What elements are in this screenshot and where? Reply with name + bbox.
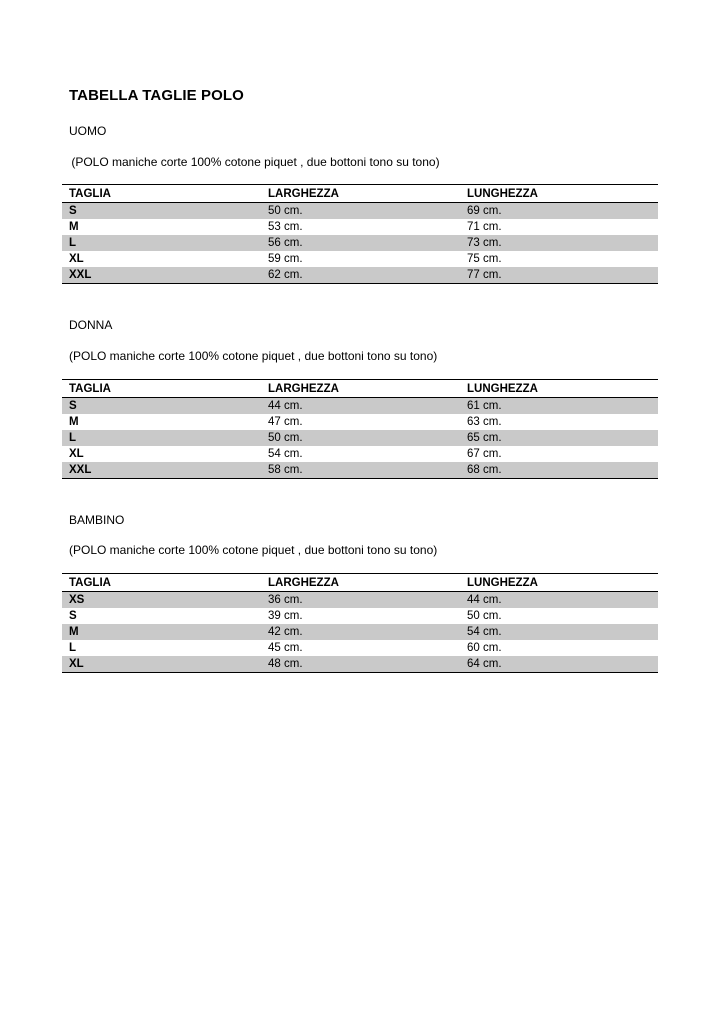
length-cell: 44 cm. [460,592,658,609]
table-row [62,251,658,267]
length-cell: 65 cm. [460,430,658,446]
width-cell: 59 cm. [268,253,303,265]
width-cell: 50 cm. [261,430,460,446]
header-size: TAGLIA [62,574,261,592]
size-cell: S [62,398,261,415]
length-cell: 63 cm. [467,416,502,428]
width-cell: 54 cm. [268,448,303,460]
section-label-uomo: UOMO [69,124,107,138]
width-cell: 42 cm. [261,624,460,640]
width-cell: 36 cm. [261,592,460,609]
size-cell: L [62,430,261,446]
table-header-row [62,574,658,592]
size-cell: S [69,610,77,622]
section-label-donna: DONNA [69,318,113,332]
table-row [62,608,658,624]
header-length: LUNGHEZZA [460,185,658,203]
width-cell: 50 cm. [261,203,460,220]
table-row [62,235,658,251]
length-cell: 71 cm. [467,221,502,233]
section-description-bambino: (POLO maniche corte 100% cotone piquet , due bottoni tono su tono) [69,543,438,557]
section-label-bambino: BAMBINO [69,513,125,527]
header-width: LARGHEZZA [261,185,460,203]
header-length: LUNGHEZZA [460,574,658,592]
table-row [62,624,658,640]
size-cell: M [69,221,79,233]
size-cell: XL [62,656,261,673]
length-cell: 61 cm. [460,398,658,415]
header-width: LARGHEZZA [261,380,460,398]
size-cell: S [62,203,261,220]
length-cell: 75 cm. [467,253,502,265]
length-cell: 69 cm. [460,203,658,220]
size-table-bambino [62,573,658,673]
size-cell: XL [69,448,84,460]
size-cell: XL [69,253,84,265]
header-size: TAGLIA [62,380,261,398]
width-cell: 44 cm. [261,398,460,415]
table-row [62,446,658,462]
width-cell: 53 cm. [268,221,303,233]
size-table-donna [62,379,658,479]
width-cell: 45 cm. [268,642,303,654]
header-width: LARGHEZZA [261,574,460,592]
size-cell: L [69,642,77,654]
length-cell: 67 cm. [467,448,502,460]
size-cell: M [62,624,261,640]
width-cell: 39 cm. [268,610,303,622]
table-row [62,592,658,609]
section-description-donna: (POLO maniche corte 100% cotone piquet , due bottoni tono su tono) [69,349,438,363]
width-cell: 56 cm. [261,235,460,251]
size-cell: L [62,235,261,251]
header-size: TAGLIA [62,185,261,203]
section-description-uomo: (POLO maniche corte 100% cotone piquet , due bottoni tono su tono) [68,155,440,169]
table-row [62,640,658,656]
header-length: LUNGHEZZA [460,380,658,398]
table-row [62,219,658,235]
width-cell: 58 cm. [261,462,460,479]
size-cell: XXL [62,462,261,479]
size-cell: XXL [62,267,261,284]
table-row [62,462,658,479]
width-cell: 48 cm. [261,656,460,673]
width-cell: 47 cm. [268,416,303,428]
table-row [62,398,658,415]
length-cell: 73 cm. [460,235,658,251]
length-cell: 68 cm. [460,462,658,479]
size-cell: M [69,416,79,428]
size-table-uomo [62,184,658,284]
length-cell: 60 cm. [467,642,502,654]
table-header-row [62,185,658,203]
length-cell: 64 cm. [460,656,658,673]
table-row [62,656,658,673]
table-row [62,203,658,220]
page-title: TABELLA TAGLIE POLO [69,87,244,104]
table-row [62,430,658,446]
table-header-row [62,380,658,398]
length-cell: 54 cm. [460,624,658,640]
width-cell: 62 cm. [261,267,460,284]
length-cell: 77 cm. [460,267,658,284]
table-row [62,414,658,430]
length-cell: 50 cm. [467,610,502,622]
size-cell: XS [62,592,261,609]
table-row [62,267,658,284]
